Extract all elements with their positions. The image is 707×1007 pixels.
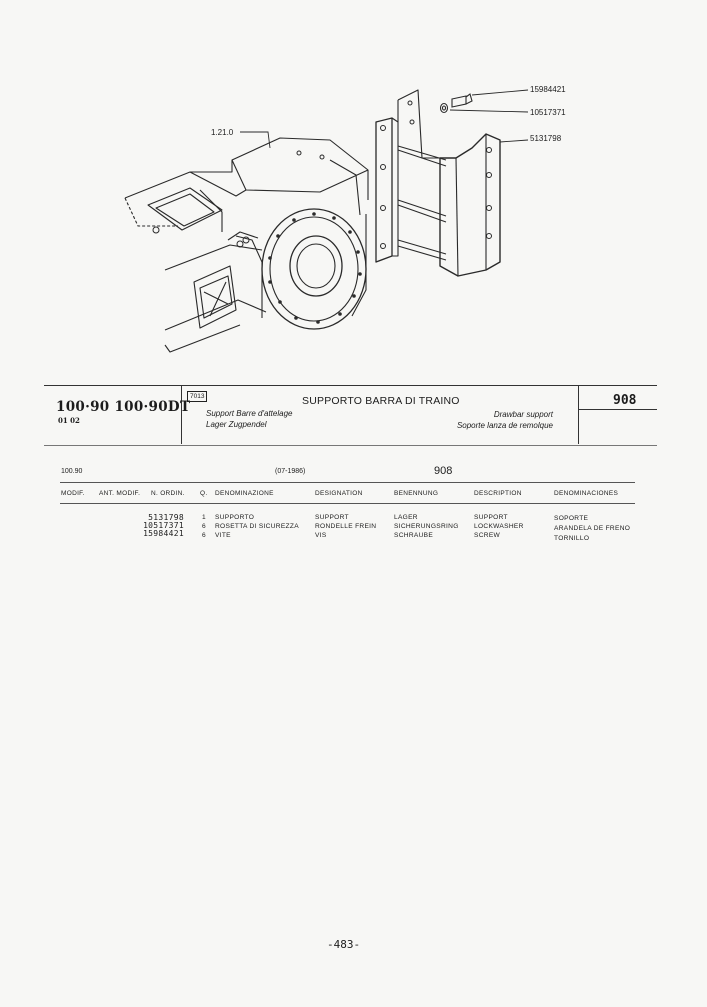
col-header-quantity: Q. (200, 490, 208, 497)
section-code-badge: 7013 (187, 391, 207, 402)
col-header-italian: DENOMINAZIONE (215, 490, 274, 497)
part-number: 10517371 (143, 521, 184, 530)
page-number: -483- (327, 938, 361, 951)
name-italian: VITE (215, 532, 231, 539)
section-title-italian: SUPPORTO BARRA DI TRAINO (302, 395, 460, 407)
name-spanish: SOPORTE (554, 515, 589, 522)
col-header-english: DESCRIPTION (474, 490, 522, 497)
col-header-part-number: N. ORDIN. (151, 490, 185, 497)
callout-screw: 15984421 (530, 85, 566, 94)
table-model: 100.90 (61, 468, 83, 475)
name-french: VIS (315, 532, 327, 539)
table-date: (07-1986) (275, 468, 306, 475)
model-title: 100·90 100·90DT (56, 399, 191, 415)
callout-assembly-ref: 1.21.0 (211, 128, 234, 137)
section-title-english: Drawbar support (493, 410, 553, 419)
name-english: LOCKWASHER (474, 523, 524, 530)
name-french: SUPPORT (315, 514, 349, 521)
part-number: 15984421 (143, 529, 184, 538)
col-header-german: BENENNUNG (394, 490, 439, 497)
callout-lockwasher: 10517371 (530, 108, 566, 117)
page-group-code: 908 (613, 393, 637, 408)
section-title-french: Support Barre d'attelage (206, 409, 293, 418)
header-bottom-rule (44, 445, 657, 446)
name-italian: SUPPORTO (215, 514, 255, 521)
header-divider-left (181, 386, 182, 444)
name-german: LAGER (394, 514, 418, 521)
section-title-german: Lager Zugpendel (206, 420, 267, 429)
name-english: SUPPORT (474, 514, 508, 521)
table-group: 908 (434, 465, 453, 477)
name-german: SCHRAUBE (394, 532, 434, 539)
col-header-spanish: DENOMINACIONES (554, 490, 619, 497)
col-header-ant-modif: ANT. MODIF. (99, 490, 141, 497)
name-english: SCREW (474, 532, 501, 539)
section-title-spanish: Soporte lanza de remolque (456, 421, 553, 430)
quantity: 6 (202, 532, 206, 539)
name-spanish: ARANDELA DE FRENO (554, 525, 631, 532)
table-top-rule (60, 482, 635, 483)
col-header-french: DESIGNATION (315, 490, 363, 497)
part-number: 5131798 (148, 513, 184, 522)
header-divider-right (578, 386, 579, 444)
page-code-underline (578, 409, 657, 410)
table-header-rule (60, 503, 635, 504)
name-italian: ROSETTA DI SICUREZZA (215, 523, 299, 530)
col-header-modif: MODIF. (61, 490, 85, 497)
name-spanish: TORNILLO (554, 535, 590, 542)
exploded-parts-diagram (0, 0, 707, 370)
name-german: SICHERUNGSRING (394, 523, 459, 530)
model-variant-codes: 01 02 (58, 416, 80, 425)
quantity: 6 (202, 523, 206, 530)
name-french: RONDELLE FREIN (315, 523, 377, 530)
callout-support: 5131798 (530, 134, 562, 143)
quantity: 1 (202, 514, 206, 521)
header-top-rule (44, 385, 657, 386)
